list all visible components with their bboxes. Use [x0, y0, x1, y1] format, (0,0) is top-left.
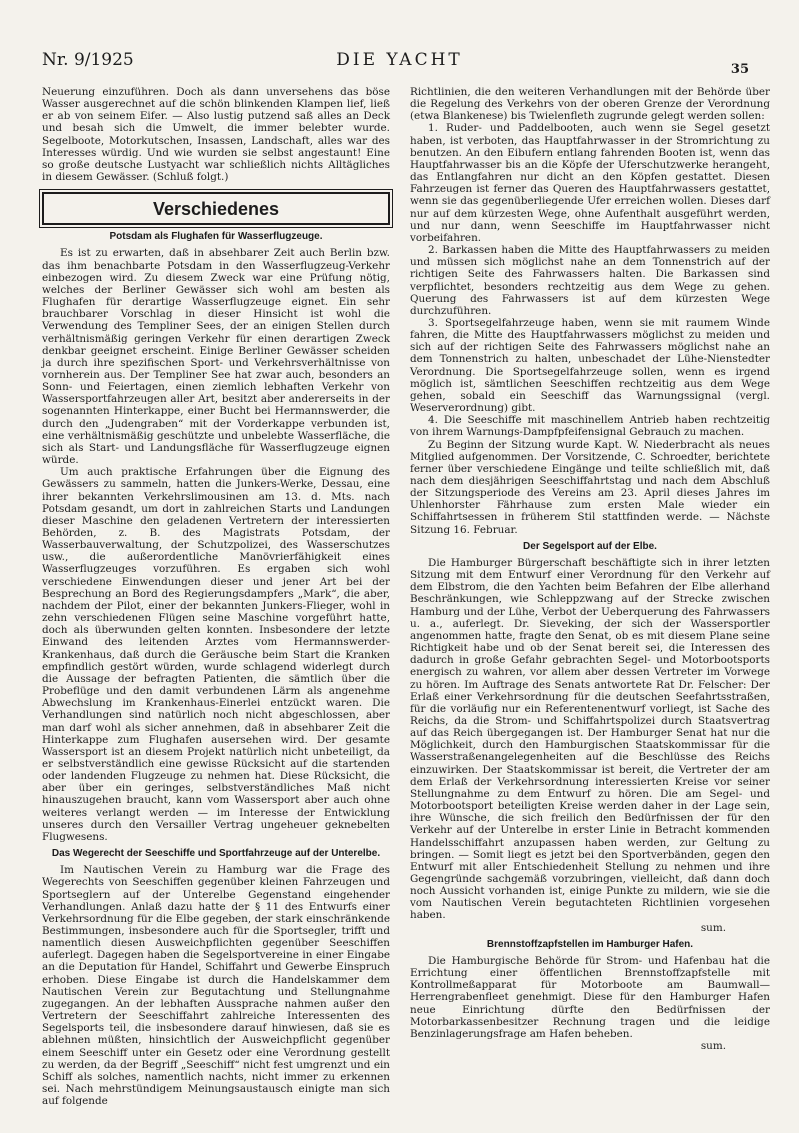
article-title-potsdam: Potsdam als Flughafen für Wasserflugzeuge. — [109, 231, 323, 243]
issue-number: Nr. 9/1925 — [42, 50, 134, 70]
article-paragraph: Im Nautischen Verein zu Hamburg war die Frage des Wegerechts von Seeschiffen gegenüber kleinen Fahrzeugen und Sportseglern auf der Unterelbe Gegenstand eingehender Verhandlungen. Anlaß dazu hatte der § 11 des Entwurfs einer Verkehrsordnung für die Elbe gegeben, der stark einschränkende Bestimmungen, insbesondere auch für die Sportsegler, trifft und namentlich diesen Ausweichpflichten gegenüber Seeschiffen auferlegt. Dagegen haben die Segelsportvereine in einer Eingabe an die Deputation für Handel, Schiffahrt und Gewerbe Einspruch erhoben. Diese Eingabe ist durch die Handelskammer dem Nautischen Verein zur Begutachtung und Stellungnahme zugegangen. An der lebhaften Aussprache nahmen außer den Vertretern der Seeschiffahrt zahlreiche Interessenten des Segelsports teil, die insbesondere darauf hinwiesen, daß sie es ablehnen müßten, hinsichtlich der Ausweichpflicht gegenüber einem Seeschiff unter ein Gesetz oder eine Verordnung gestellt zu werden, da der Begriff „Seeschiff“ nicht fest umgrenzt und ein Schiff als solches, namentlich nachts, nicht immer zu erkennen sei. Nach mehrstündigem Meinungsaustausch einigte man sich auf folgende — [42, 864, 390, 1108]
page-header — [0, 50, 799, 80]
article-paragraph: Es ist zu erwarten, daß in absehbarer Zeit auch Berlin bzw. das ihm benachbarte Potsdam in den Wasserflugzeug-Verkehr einbezogen wird. Zu diesem Zweck war eine Prüfung nötig, welches der Berliner Gewässer sich wohl am besten als Flughafen für derartige Wasserflugzeuge eignet. Ein sehr brauchbarer Vorschlag in dieser Hinsicht ist wohl die Verwendung des Templiner Sees, der an einigen Stellen durch verhältnismäßig geringen Verkehr für einen derartigen Zweck denkbar geeignet erscheint. Einige Berliner Gewässer scheiden ja durch ihre spezifischen Sport- und Verkehrsverhältnisse von vornherein aus. Der Templiner See hat zwar auch, besonders an Sonn- und Feiertagen, einen ziemlich lebhaften Verkehr von Wassersportfahrzeugen aller Art, besitzt aber andererseits in der sogenannten Hinterkappe, einer Bucht bei Hermannswerder, die durch den „Judengraben“ mit der Vorderkappe verbunden ist, eine verhältnismäßig geschützte und unbelebte Wasserfläche, die sich als Start- und Landungsfläche für Wasserflugzeuge eignen würde. — [42, 247, 390, 467]
right-column — [410, 86, 770, 1052]
section-heading-box — [42, 192, 390, 225]
article-paragraph: Zu Beginn der Sitzung wurde Kapt. W. Niederbracht als neues Mitglied aufgenommen. Der Vorsitzende, C. Schroedter, berichtete ferner über verschiedene Eingänge und teilte schließlich mit, daß nach dem diesjährigen Seeschiffahrtstag und nach dem Abschluß der Sitzungsperiode des Vereins am 23. April dieses Jahres im Uhlenhorster Fährhause zum ersten Male wieder ein Schiffahrtsessen in früherem Stil stattfinden werde. — Nächste Sitzung 16. Februar. — [410, 438, 770, 536]
page-number: 35 — [730, 62, 749, 77]
article-paragraph: Die Hamburgische Behörde für Strom- und Hafenbau hat die Errichtung einer öffentlichen Brennstoffzapfstelle mit Kontrollmeßapparat für Motorboote am Baumwall—Herrengrabenfleet genehmigt. Diese für den Hamburger Hafen neue Einrichtung dürfte den Bedürfnissen der Motorbarkassenbesitzer Rechnung tragen und die leidige Benzinlagerungsfrage am Hafen beheben. — [410, 954, 770, 1040]
story-continuation: Neuerung einzuführen. Doch als dann unversehens das böse Wasser ausgerechnet auf die schön blinkenden Klampen lief, ließ er ab von seinem Eifer. — Also lustig putzend saß alles an Deck und besah sich die Umwelt, die immer belebter wurde. Segelboote, Motorkutschen, Insassen, Landschaft, alles war des Interesses würdig. Und wie wurden sie selbst angestaunt! Eine so große deutsche Lustyacht war schließlich nichts Alltägliches in diesem Gewässer. (Schluß folgt.) — [42, 86, 390, 184]
author-signature: sum. — [700, 921, 726, 934]
article-paragraph: Um auch praktische Erfahrungen über die Eignung des Gewässers zu sammeln, hatten die Junkers-Werke, Dessau, eine ihrer bekannten Verkehrslimousinen am 13. d. Mts. nach Potsdam gesandt, um dort in zahlreichen Starts und Landungen dieser Maschine den geladenen Vertretern der interessierten Behörden, z. B. des Magistrats Potsdam, der Wasserbauverwaltung, der Schutzpolizei, des Wasserschutzes usw., die außerordentliche Manövrierfähigkeit eines Wasserflugzeuges vorzuführen. Es ergaben sich wohl verschiedene Einwendungen dieser und jener Art bei der Besprechung an Bord des Regierungsdampfers „Mark“, die aber, nachdem der Pilot, einer der bekannten Junkers-Flieger, wohl in zehn verschiedenen Flügen seine Maschine vorgeführt hatte, doch als überwunden gelten konnten. Insbesondere der letzte Einwand des leitenden Arztes vom Hermannswerder-Krankenhaus, daß durch die Geräusche beim Start die Kranken empfindlich gestört würden, wurde schlagend widerlegt durch die Aussage der befragten Patienten, die sämtlich über die Probeflüge und den damit verbundenen Lärm als angenehme Abwechslung im Krankenhaus-Einerlei entzückt waren. Die Verhandlungen sind natürlich noch nicht abgeschlossen, aber man darf wohl als sicher annehmen, daß in absehbarer Zeit die Hinterkappe zum Flughafen ausersehen wird. Der gesamte Wassersport ist an diesem Projekt natürlich nicht unbeteiligt, da er selbstverständlich eine gewisse Rücksicht auf die startenden oder landenden Flugzeuge zu nehmen hat. Diese Rücksicht, die aber über ein geringes, selbstverständliches Maß nicht hinauszugehen braucht, kann vom Wassersport aber auch ohne weiteres verlangt werden — im Interesse der Entwicklung unseres durch den Versailler Vertrag ungeheuer geknebelten Flugwesens. — [42, 466, 390, 843]
magazine-title: DIE YACHT — [336, 50, 463, 70]
article-paragraph: Richtlinien, die den weiteren Verhandlungen mit der Behörde über die Regelung des Verkehrs von der oberen Grenze der Verordnung (etwa Blankenese) bis Twielenfleth zugrunde gelegt werden sollen: — [410, 86, 770, 123]
rule-item: 2. Barkassen haben die Mitte des Hauptfahrwassers zu meiden und müssen sich möglichst nahe an dem Tonnenstrich auf der richtigen Seite des Fahrwassers halten. Die Barkassen sind verpflichtet, besonders rechtzeitig aus dem Wege zu gehen. Querung des Fahrwassers ist auf dem kürzesten Wege durchzuführen. — [410, 244, 770, 317]
article-paragraph: Die Hamburger Bürgerschaft beschäftigte sich in ihrer letzten Sitzung mit dem Entwurf einer Verordnung für den Verkehr auf dem Elbstrom, die den Yachten beim Befahren der Elbe allerhand Beschränkungen, wie Schleppzwang auf der Strecke zwischen Hamburg und der Lühe, Verbot der Ueberquerung des Fahrwassers u. a., auferlegt. Dr. Sieveking, der sich der Wassersportler angenommen hatte, fragte den Senat, ob es mit diesem Plane seine Richtigkeit habe und ob der Senat bereit sei, die Interessen des dadurch in große Gefahr gebrachten Segel- und Motorbootsports energisch zu wahren, vor allem aber dessen Vertreter im Vorwege zu hören. Im Auftrage des Senats antwortete Rat Dr. Felscher: Der Erlaß einer Verkehrsordnung für die deutschen Seefahrtsstraßen, für die vorläufig nur ein Referentenentwurf vorliegt, ist Sache des Reichs, da die Strom- und Schiffahrtspolizei durch Staatsvertrag auf das Reich übergegangen ist. Der Hamburger Senat hat nur die Möglichkeit, durch den Hamburgischen Staatskommissar für die Wasserstraßenangelegenheiten auf die Beschlüsse des Reichs einzuwirken. Der Staatskommissar ist bereit, die Vertreter der am dem Erlaß der Verkehrsordnung interessierten Kreise vor seiner Stellungnahme zu dem Entwurf zu hören. Die am Segel- und Motorbootsport beteiligten Kreise werden daher in der Lage sein, ihre Wünsche, die sich freilich den Bedürfnissen der für den Verkehr auf der Unterelbe in erster Linie in Betracht kommenden Handelsschiffahrt anzupassen haben werden, zur Geltung zu bringen. — Somit liegt es jetzt bei den Sportverbänden, gegen den Entwurf mit aller Entschiedenheit Stellung zu nehmen und ihre Gegengründe sachgemäß vorzubringen, vielleicht, daß dann doch noch Aussicht vorhanden ist, einige Punkte zu mildern, wie sie die vom Nautischen Verein begutachteten Richtlinien vorgesehen haben. — [410, 556, 770, 922]
article-title-wegerecht: Das Wegerecht der Seeschiffe und Sportfahrzeuge auf der Unterelbe. — [51, 848, 381, 860]
rule-item: 1. Ruder- und Paddelbooten, auch wenn sie Segel gesetzt haben, ist verboten, das Hauptfahrwasser in der Stromrichtung zu benutzen. An den Eibufern entlang fahrenden Booten ist, wenn das Hauptfahrwasser bis an die Köpfe der Uferschutzwerke herangeht, das Entlangfahren nur dicht an den Köpfen gestattet. Diesen Fahrzeugen ist ferner das Queren des Hauptfahrwassers gestattet, wenn sie das gegenüberliegende Ufer erreichen wollen. Dieses darf nur auf dem kürzesten Wege, ohne Aufenthalt ausgeführt werden, und nur dann, wenn Seeschiffe im Hauptfahrwasser nicht vorbeifahren. — [410, 122, 770, 244]
rule-item: 4. Die Seeschiffe mit maschinellem Antrieb haben rechtzeitig von ihrem Warnungs-Dampfpfeifensignal Gebrauch zu machen. — [410, 414, 770, 439]
rule-item: 3. Sportsegelfahrzeuge haben, wenn sie mit raumem Winde fahren, die Mitte des Hauptfahrwassers möglichst zu meiden und sich auf der richtigen Seite des Fahrwassers möglichst nahe an dem Tonnenstrich zu halten, unbeschadet der Lühe-Nienstedter Verordnung. Die Sportsegelfahrzeuge sollen, wenn es irgend möglich ist, sämtlichen Seeschiffen rechtzeitig aus dem Wege gehen, sobald ein Seeschiff das Warnungssignal (vergl. Weserverordnung) gibt. — [410, 316, 770, 415]
author-signature: sum. — [700, 1040, 726, 1053]
left-column — [42, 86, 390, 1107]
section-heading: Verschiedenes — [152, 198, 280, 219]
article-title-segelsport: Der Segelsport auf der Elbe. — [523, 540, 657, 552]
article-title-brennstoff: Brennstoffzapfstellen im Hamburger Hafen. — [486, 938, 694, 950]
